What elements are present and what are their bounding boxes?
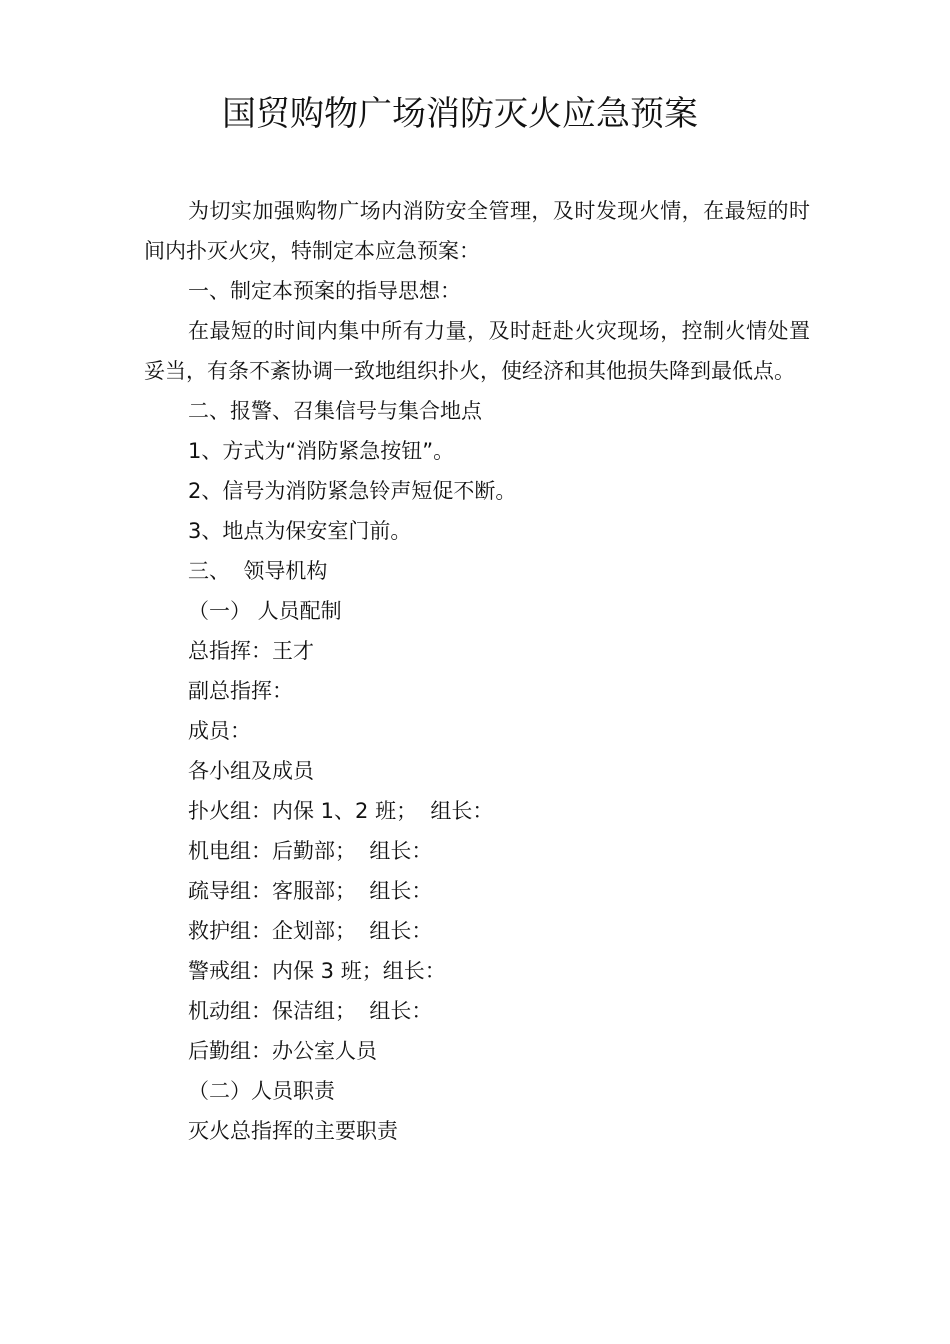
groups-heading: 各小组及成员	[188, 759, 314, 783]
intro-paragraph: 为切实加强购物广场内消防安全管理，及时发现火情，在最短的时间内扑灭火灾，特制定本应急预案：	[144, 199, 810, 263]
group-line: 后勤组：办公室人员	[188, 1039, 377, 1063]
chief-commander-line: 总指挥：王才	[188, 639, 314, 663]
section-2-item: 1、方式为“消防紧急按钮”。	[188, 439, 455, 463]
subsection-2-heading: （二）人员职责	[188, 1079, 335, 1103]
group-line: 扑火组：内保 1、2 班； 组长：	[188, 799, 494, 823]
subsection-1-heading: （一） 人员配制	[188, 599, 342, 623]
document-title: 国贸购物广场消防灭火应急预案	[222, 94, 698, 134]
group-line: 机动组：保洁组； 组长：	[188, 999, 433, 1023]
group-line: 疏导组：客服部； 组长：	[188, 879, 433, 903]
members-line: 成员：	[188, 719, 251, 743]
duty-heading: 灭火总指挥的主要职责	[188, 1119, 398, 1143]
section-2-item: 2、信号为消防紧急铃声短促不断。	[188, 479, 517, 503]
group-line: 机电组：后勤部； 组长：	[188, 839, 433, 863]
group-line: 警戒组：内保 3 班；组长：	[188, 959, 446, 983]
deputy-commander-line: 副总指挥：	[188, 679, 293, 703]
document-body	[144, 191, 810, 1151]
group-line: 救护组：企划部； 组长：	[188, 919, 433, 943]
section-1-heading: 一、制定本预案的指导思想：	[188, 279, 461, 303]
section-3-heading: 三、 领导机构	[188, 559, 328, 583]
section-2-heading: 二、报警、召集信号与集合地点	[188, 399, 482, 423]
section-2-item: 3、地点为保安室门前。	[188, 519, 412, 543]
section-1-paragraph: 在最短的时间内集中所有力量，及时赶赴火灾现场，控制火情处置妥当，有条不紊协调一致地组织扑火，使经济和其他损失降到最低点。	[144, 319, 810, 383]
